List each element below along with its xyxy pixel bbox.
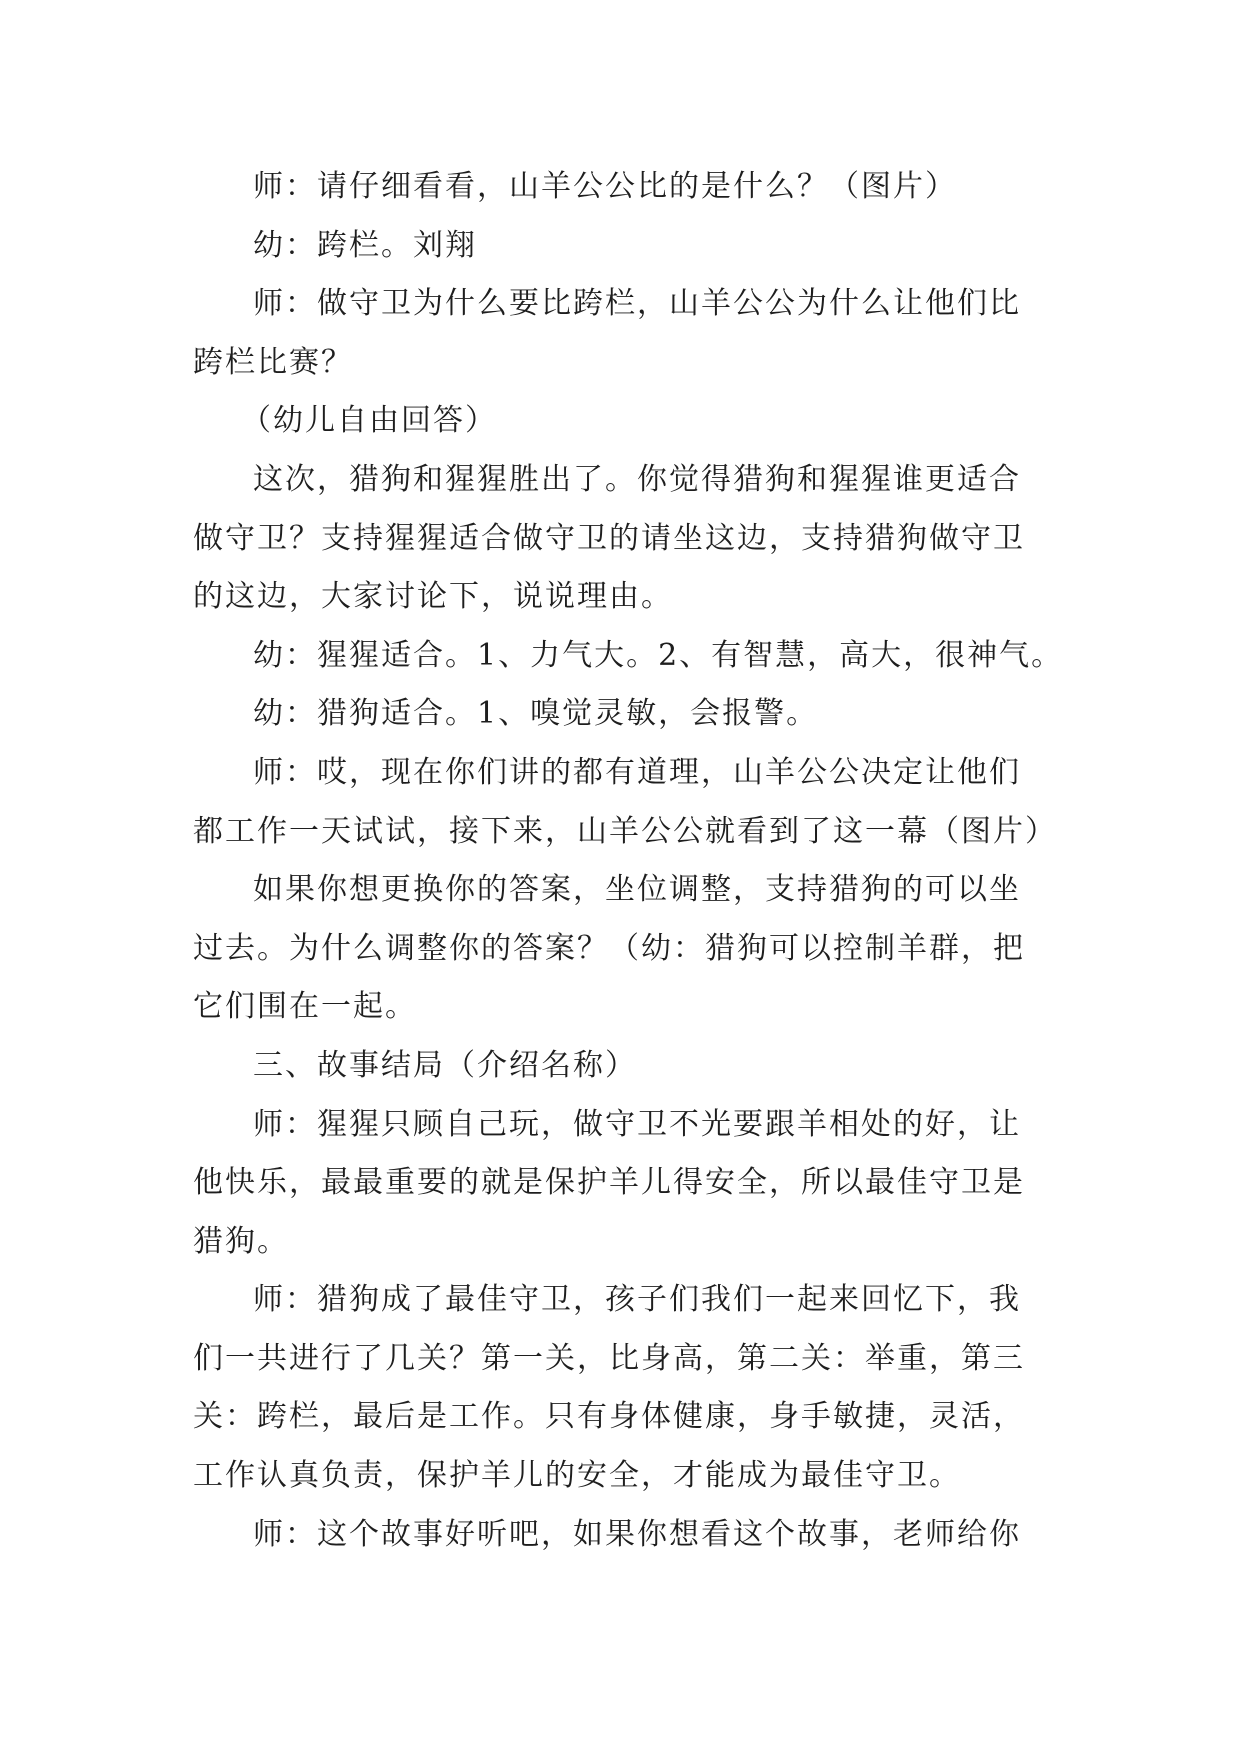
text-line: 师：做守卫为什么要比跨栏，山羊公公为什么让他们比 bbox=[253, 286, 1021, 322]
paragraph bbox=[193, 861, 1053, 1037]
text-line: 工作认真负责，保护羊儿的安全，才能成为最佳守卫。 bbox=[193, 1458, 961, 1494]
text-line: 三、故事结局（介绍名称） bbox=[253, 1047, 637, 1083]
text-line: 猎狗。 bbox=[193, 1223, 289, 1259]
paragraph bbox=[193, 392, 1053, 451]
text-line: 师：猩猩只顾自己玩，做守卫不光要跟羊相处的好，让 bbox=[253, 1106, 1021, 1142]
text-line: 这次，猎狗和猩猩胜出了。你觉得猎狗和猩猩谁更适合 bbox=[253, 461, 1021, 497]
paragraph bbox=[193, 1271, 1053, 1505]
paragraph bbox=[193, 275, 1053, 392]
text-line: 他快乐，最最重要的就是保护羊儿得安全，所以最佳守卫是 bbox=[193, 1165, 1025, 1201]
text-line: 做守卫？支持猩猩适合做守卫的请坐这边，支持猎狗做守卫 bbox=[193, 520, 1025, 556]
text-line: 幼：猩猩适合。1、力气大。2、有智慧，高大，很神气。 bbox=[253, 637, 1064, 673]
text-line: 幼：跨栏。刘翔 bbox=[253, 227, 477, 263]
paragraph bbox=[193, 1096, 1053, 1272]
text-line: 师：哎，现在你们讲的都有道理，山羊公公决定让他们 bbox=[253, 754, 1021, 790]
text-line: 关：跨栏，最后是工作。只有身体健康，身手敏捷，灵活， bbox=[193, 1399, 1025, 1435]
text-line: 师：猎狗成了最佳守卫，孩子们我们一起来回忆下，我 bbox=[253, 1282, 1021, 1318]
text-line: 师：请仔细看看，山羊公公比的是什么？（图片） bbox=[253, 169, 957, 204]
paragraph bbox=[193, 685, 1053, 744]
text-line: 幼：猎狗适合。1、嗅觉灵敏，会报警。 bbox=[253, 696, 819, 732]
paragraph bbox=[193, 627, 1064, 686]
paragraph bbox=[193, 451, 1053, 627]
text-line: 它们围在一起。 bbox=[193, 989, 417, 1025]
text-line: 师：这个故事好听吧，如果你想看这个故事，老师给你 bbox=[253, 1516, 1021, 1552]
text-line: 都工作一天试试，接下来，山羊公公就看到了这一幕（图片） bbox=[193, 813, 1057, 849]
paragraph bbox=[193, 1506, 1053, 1565]
paragraph bbox=[193, 158, 1053, 217]
text-line: 过去。为什么调整你的答案？（幼：猎狗可以控制羊群，把 bbox=[193, 930, 1025, 966]
text-line: 跨栏比赛？ bbox=[193, 344, 353, 380]
paragraph bbox=[193, 744, 1057, 861]
text-line: 们一共进行了几关？第一关，比身高，第二关：举重，第三 bbox=[193, 1340, 1025, 1376]
text-line: （幼儿自由回答） bbox=[241, 403, 497, 439]
text-line: 的这边，大家讨论下，说说理由。 bbox=[193, 579, 673, 615]
document-body bbox=[193, 158, 1064, 1564]
text-line: 如果你想更换你的答案，坐位调整，支持猎狗的可以坐 bbox=[253, 872, 1021, 908]
paragraph bbox=[193, 217, 1053, 276]
section-heading bbox=[193, 1037, 1053, 1096]
